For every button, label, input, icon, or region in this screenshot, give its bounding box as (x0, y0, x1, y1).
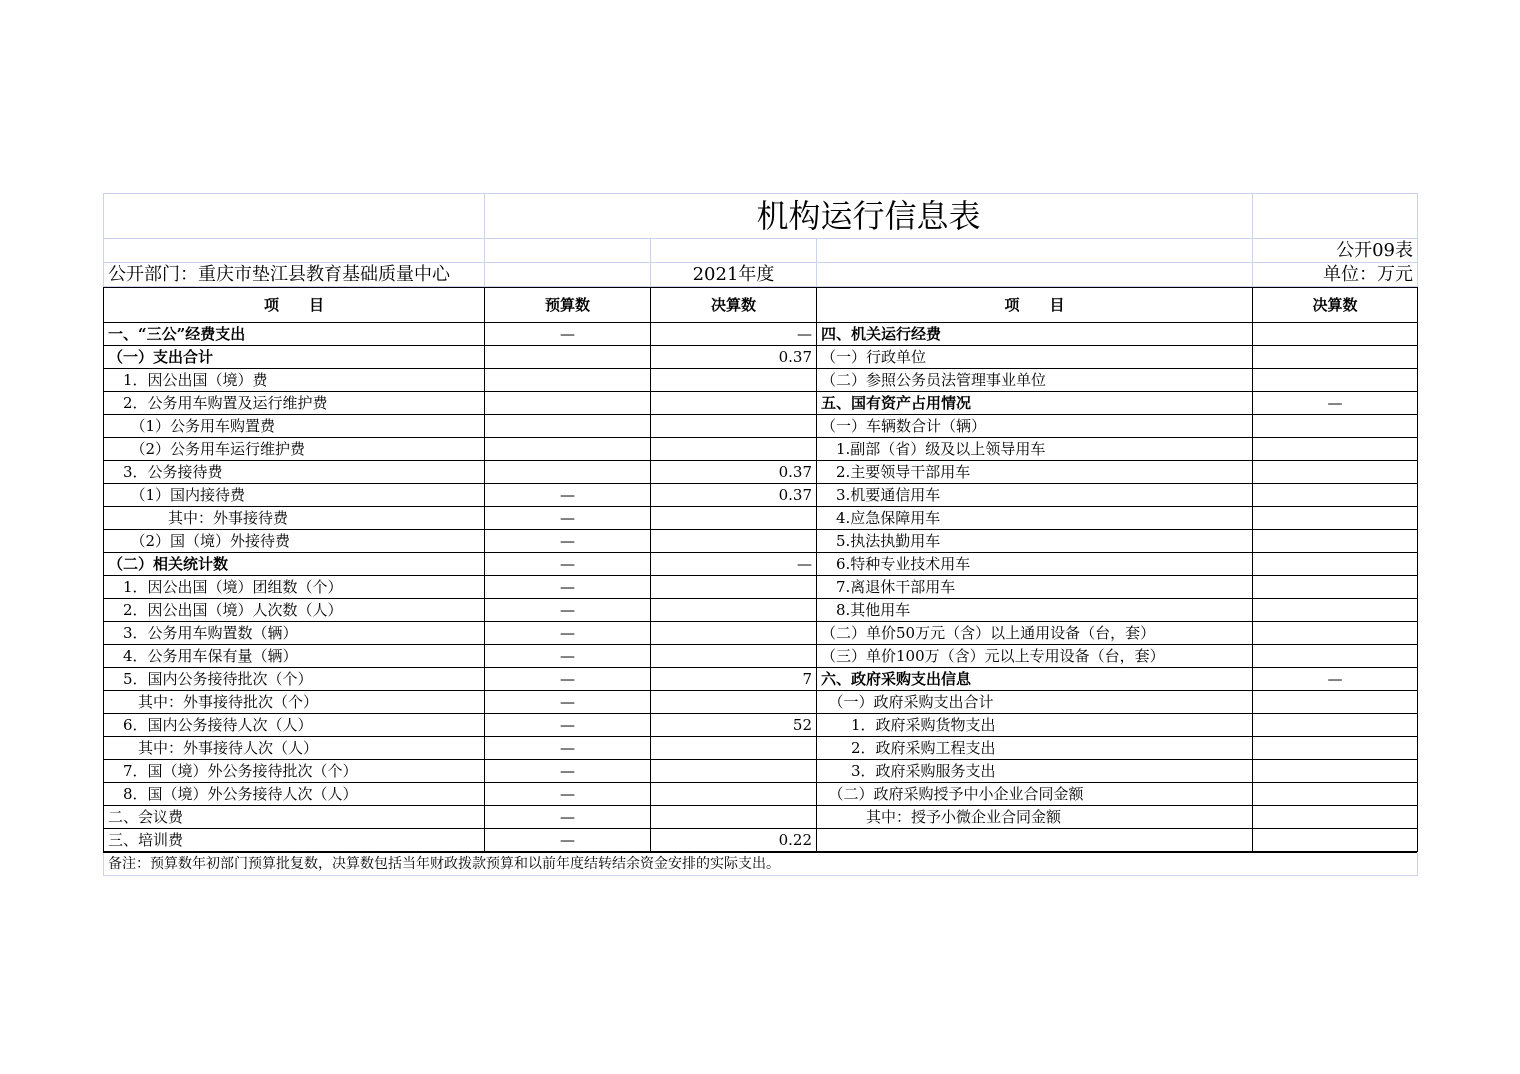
row-budget-value: — (485, 599, 651, 622)
row-budget-value (485, 346, 651, 369)
row-item-label: 三、培训费 (104, 829, 485, 852)
row-item-label-right: 3．政府采购服务支出 (817, 760, 1253, 783)
page-title: 机构运行信息表 (485, 194, 1253, 239)
report-sheet (103, 193, 1417, 876)
department-label: 公开部门：重庆市垫江县教育基础质量中心 (104, 263, 485, 287)
row-final-value (651, 806, 817, 829)
note-table (103, 852, 1418, 876)
row-item-label: 其中：外事接待费 (104, 507, 485, 530)
row-item-label: 4．公务用车保有量（辆） (104, 645, 485, 668)
row-final-value-right (1253, 599, 1418, 622)
table-row (104, 691, 1418, 714)
title-left-blank (104, 194, 485, 239)
row-budget-value: — (485, 737, 651, 760)
row-item-label: （2）国（境）外接待费 (104, 530, 485, 553)
row-item-label-right: 四、机关运行经费 (817, 323, 1253, 346)
row-budget-value: — (485, 507, 651, 530)
table-row (104, 714, 1418, 737)
row-item-label-right: 2.主要领导干部用车 (817, 461, 1253, 484)
row-budget-value: — (485, 806, 651, 829)
row-item-label-right: （一）政府采购支出合计 (817, 691, 1253, 714)
row-final-value (651, 760, 817, 783)
table-row (104, 507, 1418, 530)
row-item-label: 二、会议费 (104, 806, 485, 829)
row-final-value-right (1253, 369, 1418, 392)
row-item-label: （二）相关统计数 (104, 553, 485, 576)
row-final-value: — (651, 553, 817, 576)
row-final-value-right (1253, 645, 1418, 668)
row-item-label-right: （二）参照公务员法管理事业单位 (817, 369, 1253, 392)
row-final-value (651, 622, 817, 645)
row-final-value-right (1253, 714, 1418, 737)
row-final-value-right (1253, 737, 1418, 760)
row-item-label-right: 5.执法执勤用车 (817, 530, 1253, 553)
table-row (104, 760, 1418, 783)
row-final-value-right (1253, 507, 1418, 530)
table-row (104, 415, 1418, 438)
table-row (104, 530, 1418, 553)
table-row (104, 668, 1418, 691)
row-item-label: 8．国（境）外公务接待人次（人） (104, 783, 485, 806)
row-item-label-right: （二）政府采购授予中小企业合同金额 (817, 783, 1253, 806)
row-item-label: 1．因公出国（境）费 (104, 369, 485, 392)
row-item-label: 其中：外事接待批次（个） (104, 691, 485, 714)
table-row (104, 392, 1418, 415)
row-item-label: 一、“三公”经费支出 (104, 323, 485, 346)
column-header-item: 项 目 (104, 288, 485, 323)
table-row (104, 346, 1418, 369)
row-item-label-right: （三）单价100万（含）元以上专用设备（台，套） (817, 645, 1253, 668)
row-item-label: 1．因公出国（境）团组数（个） (104, 576, 485, 599)
row-final-value-right (1253, 323, 1418, 346)
row-final-value: — (651, 323, 817, 346)
row-budget-value (485, 392, 651, 415)
row-final-value: 0.22 (651, 829, 817, 852)
table-row (104, 553, 1418, 576)
table-row (104, 323, 1418, 346)
row-item-label-right: 4.应急保障用车 (817, 507, 1253, 530)
row-budget-value: — (485, 622, 651, 645)
table-row (104, 645, 1418, 668)
row-item-label: （2）公务用车运行维护费 (104, 438, 485, 461)
row-budget-value: — (485, 691, 651, 714)
row-final-value-right (1253, 806, 1418, 829)
row-budget-value: — (485, 530, 651, 553)
table-row (104, 622, 1418, 645)
row-final-value-right (1253, 438, 1418, 461)
table-row (104, 461, 1418, 484)
table-row (104, 576, 1418, 599)
row-item-label: 6．国内公务接待人次（人） (104, 714, 485, 737)
row-final-value (651, 415, 817, 438)
row-item-label-right: 2．政府采购工程支出 (817, 737, 1253, 760)
row-budget-value (485, 415, 651, 438)
row-final-value-right (1253, 576, 1418, 599)
row-final-value: 0.37 (651, 461, 817, 484)
row-item-label-right: 1．政府采购货物支出 (817, 714, 1253, 737)
row-item-label-right: 7.离退休干部用车 (817, 576, 1253, 599)
row-item-label: 其中：外事接待人次（人） (104, 737, 485, 760)
table-row (104, 829, 1418, 852)
row-final-value-right (1253, 691, 1418, 714)
row-item-label-right: （二）单价50万元（含）以上通用设备（台，套） (817, 622, 1253, 645)
row-budget-value: — (485, 323, 651, 346)
row-item-label: 3．公务接待费 (104, 461, 485, 484)
fiscal-year: 2021年度 (651, 263, 817, 287)
column-header-final-right: 决算数 (1253, 288, 1418, 323)
table-row (104, 599, 1418, 622)
row-final-value (651, 691, 817, 714)
data-table (103, 287, 1418, 852)
column-header-row (104, 288, 1418, 323)
row-item-label-right: 其中：授予小微企业合同金额 (817, 806, 1253, 829)
row-final-value (651, 369, 817, 392)
table-number: 公开09表 (1253, 239, 1418, 263)
row-final-value-right (1253, 415, 1418, 438)
row-final-value-right (1253, 783, 1418, 806)
header-table (103, 193, 1418, 287)
row-item-label: 7．国（境）外公务接待批次（个） (104, 760, 485, 783)
table-row (104, 484, 1418, 507)
row-item-label-right: 六、政府采购支出信息 (817, 668, 1253, 691)
row-final-value-right: — (1253, 668, 1418, 691)
row-budget-value: — (485, 829, 651, 852)
title-right-blank (1253, 194, 1418, 239)
row-final-value (651, 507, 817, 530)
row-final-value-right (1253, 461, 1418, 484)
row-final-value-right (1253, 622, 1418, 645)
row-item-label: 5．国内公务接待批次（个） (104, 668, 485, 691)
row-budget-value (485, 438, 651, 461)
row-final-value (651, 599, 817, 622)
table-row (104, 438, 1418, 461)
row-final-value-right: — (1253, 392, 1418, 415)
row-item-label: （1）国内接待费 (104, 484, 485, 507)
unit-label: 单位：万元 (1253, 263, 1418, 287)
row-item-label-right: 3.机要通信用车 (817, 484, 1253, 507)
row-final-value (651, 438, 817, 461)
row-item-label-right: 6.特种专业技术用车 (817, 553, 1253, 576)
row-budget-value: — (485, 484, 651, 507)
row-final-value (651, 392, 817, 415)
row-item-label: 2．因公出国（境）人次数（人） (104, 599, 485, 622)
row-final-value (651, 530, 817, 553)
row-budget-value: — (485, 760, 651, 783)
row-final-value: 7 (651, 668, 817, 691)
row-budget-value: — (485, 668, 651, 691)
row-budget-value: — (485, 576, 651, 599)
table-row (104, 737, 1418, 760)
row-final-value: 0.37 (651, 484, 817, 507)
column-header-budget: 预算数 (485, 288, 651, 323)
row-final-value-right (1253, 829, 1418, 852)
row-final-value (651, 645, 817, 668)
row-final-value: 52 (651, 714, 817, 737)
column-header-item-right: 项 目 (817, 288, 1253, 323)
row-item-label: （一）支出合计 (104, 346, 485, 369)
row-final-value-right (1253, 530, 1418, 553)
row-final-value-right (1253, 346, 1418, 369)
row-final-value-right (1253, 553, 1418, 576)
row-budget-value: — (485, 645, 651, 668)
table-row (104, 369, 1418, 392)
table-row (104, 783, 1418, 806)
footnote: 备注：预算数年初部门预算批复数，决算数包括当年财政拨款预算和以前年度结转结余资金安排的实际支出。 (104, 853, 1418, 876)
row-item-label-right: 五、国有资产占用情况 (817, 392, 1253, 415)
row-item-label: 2．公务用车购置及运行维护费 (104, 392, 485, 415)
row-item-label-right: （一）行政单位 (817, 346, 1253, 369)
row-item-label: 3．公务用车购置数（辆） (104, 622, 485, 645)
row-final-value: 0.37 (651, 346, 817, 369)
row-final-value (651, 783, 817, 806)
row-final-value-right (1253, 760, 1418, 783)
row-item-label-right (817, 829, 1253, 852)
row-item-label-right: 1.副部（省）级及以上领导用车 (817, 438, 1253, 461)
row-item-label-right: 8.其他用车 (817, 599, 1253, 622)
column-header-final: 决算数 (651, 288, 817, 323)
row-final-value (651, 737, 817, 760)
row-budget-value: — (485, 553, 651, 576)
row-item-label: （1）公务用车购置费 (104, 415, 485, 438)
row-budget-value (485, 369, 651, 392)
row-item-label-right: （一）车辆数合计（辆） (817, 415, 1253, 438)
row-budget-value: — (485, 714, 651, 737)
table-row (104, 806, 1418, 829)
row-budget-value: — (485, 783, 651, 806)
row-budget-value (485, 461, 651, 484)
row-final-value (651, 576, 817, 599)
row-final-value-right (1253, 484, 1418, 507)
